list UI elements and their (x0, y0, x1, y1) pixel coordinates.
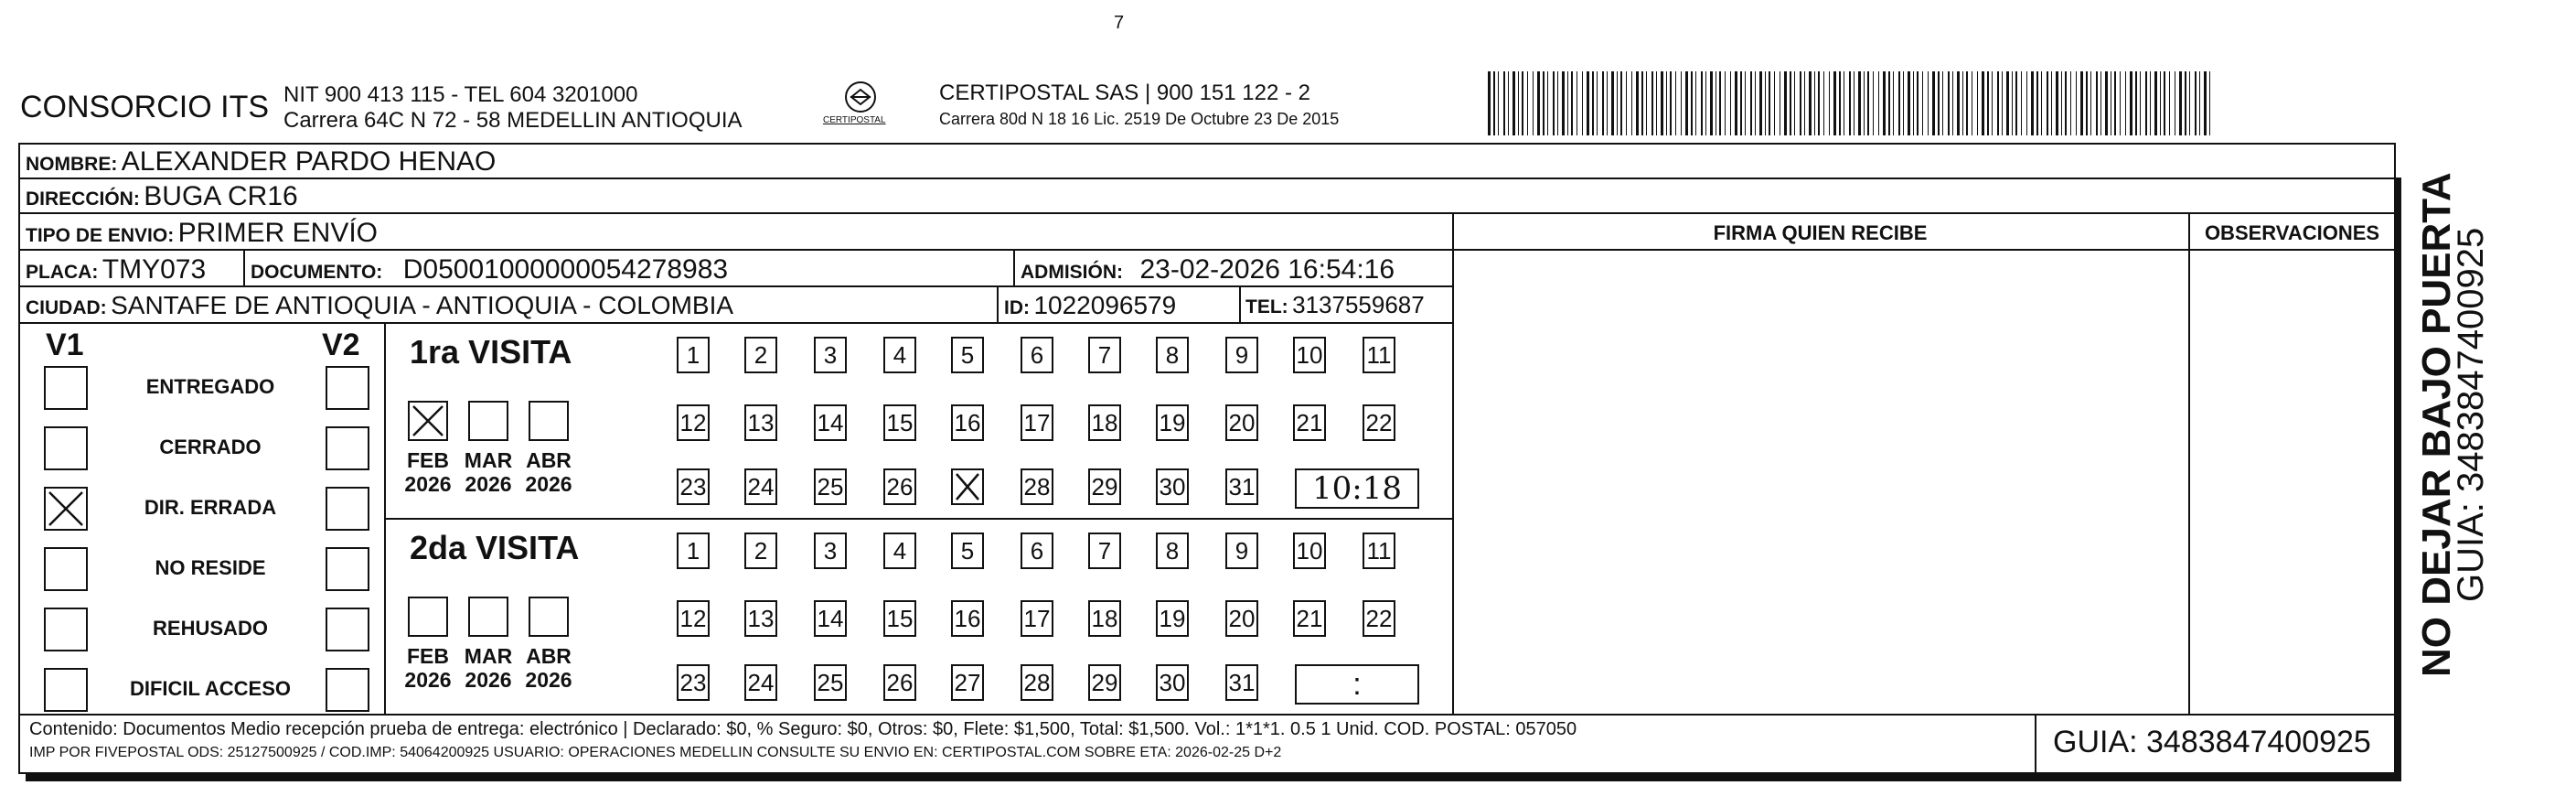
barcode-bar (1740, 71, 1742, 135)
day-checkbox[interactable]: 2 (744, 533, 777, 569)
tipo-label: TIPO DE ENVIO: (26, 225, 175, 246)
day-checkbox[interactable]: 11 (1363, 533, 1395, 569)
barcode-bar (2120, 71, 2121, 135)
visit-title: 2da VISITA (410, 529, 580, 566)
day-checkbox[interactable]: 5 (951, 533, 984, 569)
barcode-bar (1626, 71, 1627, 135)
barcode-bar (2100, 71, 2101, 135)
barcode-bar (1804, 71, 1805, 135)
status-option-label: NO RESIDE (155, 556, 266, 579)
barcode-bar (2114, 71, 2116, 135)
placa-value: TMY073 (102, 254, 207, 285)
barcode-bar (2015, 71, 2017, 135)
barcode-bar (1769, 71, 1770, 135)
barcode-bar (1794, 71, 1795, 135)
barcode-bar (1997, 71, 1999, 135)
barcode-bar (2006, 71, 2009, 135)
v2-checkbox[interactable] (326, 547, 369, 591)
day-checkbox[interactable]: 28 (1021, 664, 1053, 701)
barcode-bar (1641, 71, 1643, 135)
day-checkbox[interactable]: 7 (1088, 533, 1121, 569)
month-checkbox[interactable] (408, 597, 448, 637)
documento-value: D05001000000054278983 (402, 254, 729, 285)
status-option-label: REHUSADO (153, 617, 268, 640)
barcode-bar (1987, 71, 1989, 135)
day-checkbox[interactable]: 30 (1156, 468, 1189, 505)
barcode-bar (1562, 71, 1565, 135)
barcode-bar (2047, 71, 2048, 135)
day-checkbox[interactable]: 4 (883, 533, 916, 569)
month-label: FEB (407, 644, 449, 668)
day-checkbox[interactable]: 16 (951, 404, 984, 441)
barcode-bar (2199, 71, 2200, 135)
barcode-bar (1957, 71, 1960, 135)
month-label: FEB (407, 448, 449, 472)
barcode-bar (1725, 71, 1726, 135)
day-checkbox[interactable]: 8 (1156, 337, 1189, 373)
documento-label: DOCUMENTO: (251, 262, 383, 283)
day-checkbox[interactable]: 14 (814, 600, 847, 637)
barcode-bar (2080, 71, 2083, 135)
day-checkbox[interactable]: 12 (677, 600, 710, 637)
direccion-label: DIRECCIÓN: (26, 188, 140, 210)
barcode-bar (1928, 71, 1929, 135)
v2-checkbox[interactable] (326, 668, 369, 712)
v1-label: V1 (46, 328, 84, 362)
visit-time-field[interactable]: : (1295, 664, 1419, 705)
barcode-bar (1695, 71, 1696, 135)
barcode-bar (1864, 71, 1865, 135)
day-checkbox[interactable]: 31 (1225, 468, 1258, 505)
visit-time-field[interactable]: 10:18 (1295, 468, 1419, 509)
barcode-bar (1691, 71, 1693, 135)
barcode-bar (1784, 71, 1787, 135)
barcode-bar (1833, 71, 1836, 135)
firma-label: FIRMA QUIEN RECIBE (1713, 221, 1928, 244)
v1-checkbox[interactable] (44, 668, 88, 712)
admision-field (1021, 254, 1395, 285)
side-guia-text: GUIA: 3483847400925 (2451, 227, 2491, 602)
day-checkbox[interactable]: 13 (744, 600, 777, 637)
barcode-bar (2150, 71, 2151, 135)
day-checkbox[interactable]: 5 (951, 337, 984, 373)
barcode-bar (1938, 71, 1940, 135)
day-checkbox[interactable]: 22 (1363, 404, 1395, 441)
v2-label: V2 (322, 328, 360, 362)
barcode-bar (1765, 71, 1766, 135)
day-checkbox[interactable]: 13 (744, 404, 777, 441)
tipo-row (26, 218, 378, 249)
barcode-bar (2195, 71, 2197, 135)
direccion-value: BUGA CR16 (144, 181, 298, 211)
barcode-bar (1735, 71, 1737, 135)
v1-checkbox[interactable] (44, 426, 88, 470)
barcode-bar (1888, 71, 1890, 135)
barcode-bar (1493, 71, 1495, 135)
nombre-value: ALEXANDER PARDO HENAO (121, 146, 497, 177)
day-checkbox[interactable]: 22 (1363, 600, 1395, 637)
barcode-bar (2002, 71, 2003, 135)
barcode-bar (1942, 71, 1943, 135)
barcode-bar (2076, 71, 2077, 135)
year-label: 2026 (465, 472, 512, 496)
barcode-bar (2140, 71, 2141, 135)
barcode-bar (1818, 71, 1820, 135)
certipostal-logo-icon (810, 79, 911, 134)
x-mark-icon (410, 403, 446, 439)
barcode-bar (2145, 71, 2147, 135)
v1-checkbox[interactable] (44, 547, 88, 591)
no-dejar-text: NO DEJAR BAJO PUERTA (2414, 172, 2459, 677)
day-checkbox[interactable]: 20 (1225, 600, 1258, 637)
day-checkbox[interactable]: 29 (1088, 468, 1121, 505)
day-checkbox[interactable]: 9 (1225, 533, 1258, 569)
barcode-bar (1755, 71, 1756, 135)
barcode-bar (1701, 71, 1703, 135)
barcode-bar (1681, 71, 1682, 135)
month-checkbox[interactable] (408, 401, 448, 441)
v2-checkbox[interactable] (326, 426, 369, 470)
barcode-bar (1952, 71, 1953, 135)
day-checkbox[interactable]: 10 (1293, 337, 1326, 373)
v2-checkbox[interactable] (326, 366, 369, 410)
company-address: Carrera 64C N 72 - 58 MEDELLIN ANTIOQUIA (283, 108, 743, 133)
barcode-bar (2061, 71, 2062, 135)
bottom-border-bar (26, 774, 2401, 781)
barcode-bar (2189, 71, 2190, 135)
barcode-bar (2021, 71, 2022, 135)
barcode-bar (1962, 71, 1963, 135)
barcode-bar (1553, 71, 1555, 135)
barcode-bar (1705, 71, 1706, 135)
day-checkbox[interactable]: 23 (677, 664, 710, 701)
contenido-text: Contenido: Documentos Medio recepción prueba de entrega: electrónico | Declarado: $0, % Seguro: $0, Otros: $0, Flete: $1,500, Total: $1,500. Vol.: 1*1*1. 0.5 1 Unid. COD. POSTAL: 057050 (29, 719, 1577, 739)
barcode-bar (1522, 71, 1523, 135)
day-checkbox[interactable]: 15 (883, 600, 916, 637)
barcode-bar (1977, 71, 1978, 135)
barcode-bar (2070, 71, 2071, 135)
barcode-bar (1883, 71, 1886, 135)
day-checkbox[interactable]: 25 (814, 664, 847, 701)
certipostal-name: CERTIPOSTAL SAS | 900 151 122 - 2 (939, 81, 1310, 105)
barcode-bar (1809, 71, 1812, 135)
day-checkbox[interactable]: 7 (1088, 337, 1121, 373)
direccion-row (26, 181, 298, 212)
status-option-label: ENTREGADO (145, 375, 275, 398)
documento-field (251, 254, 728, 285)
admision-value: 23-02-2026 16:54:16 (1139, 254, 1395, 285)
day-checkbox[interactable]: 10 (1293, 533, 1326, 569)
month-label: MAR (464, 644, 513, 668)
tel-label: TEL: (1245, 296, 1288, 317)
barcode-bar (2065, 71, 2067, 135)
day-checkbox[interactable]: 19 (1156, 404, 1189, 441)
barcode-bar (2125, 71, 2126, 135)
barcode-bar (1948, 71, 1950, 135)
barcode-bar (1745, 71, 1746, 135)
barcode-bar (1730, 71, 1731, 135)
month-checkbox[interactable] (529, 597, 569, 637)
barcode-bar (1966, 71, 1968, 135)
nombre-label: NOMBRE: (26, 154, 118, 175)
day-checkbox[interactable]: 3 (814, 533, 847, 569)
barcode-bar (1710, 71, 1713, 135)
imp-text: IMP POR FIVEPOSTAL ODS: 25127500925 / COD.IMP: 54064200925 USUARIO: OPERACIONES MEDELLIN CONSULTE SU ENVIO EN: CERTIPOSTAL.COM SOBRE ETA: 2026-02-25 D+2 (29, 745, 1282, 760)
barcode-bar (1759, 71, 1762, 135)
tel-value: 3137559687 (1292, 291, 1425, 318)
day-checkbox[interactable]: 29 (1088, 664, 1121, 701)
v1-checkbox[interactable] (44, 366, 88, 410)
barcode-bar (2031, 71, 2034, 135)
day-checkbox[interactable]: 4 (883, 337, 916, 373)
month-checkbox[interactable] (468, 597, 508, 637)
logo-caption: CERTIPOSTAL (823, 115, 886, 125)
day-checkbox[interactable]: 17 (1021, 600, 1053, 637)
barcode-bar (1533, 71, 1534, 135)
barcode-bar (1611, 71, 1614, 135)
barcode-bar (2130, 71, 2132, 135)
barcode-bar (1750, 71, 1752, 135)
tel-field (1245, 291, 1425, 319)
barcode-bar (1512, 71, 1515, 135)
day-checkbox[interactable]: 18 (1088, 600, 1121, 637)
status-option-label: CERRADO (159, 436, 262, 458)
barcode-bar (1932, 71, 1935, 135)
month-label: ABR (526, 448, 572, 472)
certipostal-license: Carrera 80d N 18 16 Lic. 2519 De Octubre 23 De 2015 (939, 110, 1340, 128)
barcode-bar (1587, 71, 1589, 135)
day-checkbox[interactable]: 24 (744, 468, 777, 505)
id-label: ID: (1004, 297, 1030, 318)
barcode-bar (1571, 71, 1573, 135)
footer-guia: GUIA: 3483847400925 (2053, 725, 2371, 759)
barcode-bar (1582, 71, 1583, 135)
month-checkbox[interactable] (529, 401, 569, 441)
barcode-bar (2086, 71, 2088, 135)
month-label: MAR (464, 448, 513, 472)
barcode-bar (1666, 71, 1667, 135)
barcode-bar (1602, 71, 1604, 135)
barcode-bar (1992, 71, 1993, 135)
status-option-label: DIFICIL ACCESO (129, 677, 291, 700)
month-label: ABR (526, 644, 572, 668)
day-checkbox[interactable]: 3 (814, 337, 847, 373)
company-name: CONSORCIO ITS (20, 90, 270, 124)
year-label: 2026 (404, 472, 452, 496)
barcode-bar (1518, 71, 1519, 135)
day-checkbox[interactable]: 28 (1021, 468, 1053, 505)
id-value: 1022096579 (1033, 291, 1177, 319)
barcode-bar (1547, 71, 1548, 135)
id-field (1004, 291, 1176, 320)
day-checkbox[interactable]: 15 (883, 404, 916, 441)
day-checkbox[interactable]: 8 (1156, 533, 1189, 569)
barcode-bar (1854, 71, 1855, 135)
day-checkbox[interactable]: 25 (814, 468, 847, 505)
barcode-bar (1617, 71, 1618, 135)
barcode-bar (1903, 71, 1904, 135)
barcode-bar (1592, 71, 1594, 135)
barcode-bar (1631, 71, 1632, 135)
observaciones-label: OBSERVACIONES (2204, 221, 2380, 244)
barcode-bar (2160, 71, 2161, 135)
day-checkbox[interactable]: 26 (883, 664, 916, 701)
day-checkbox[interactable]: 11 (1363, 337, 1395, 373)
barcode-bar (1636, 71, 1639, 135)
barcode-bar (1503, 71, 1505, 135)
day-checkbox[interactable]: 2 (744, 337, 777, 373)
barcode-bar (1908, 71, 1910, 135)
day-checkbox[interactable]: 24 (744, 664, 777, 701)
year-label: 2026 (525, 668, 572, 692)
nombre-row (26, 146, 496, 178)
day-checkbox[interactable]: 9 (1225, 337, 1258, 373)
barcode-bar (1867, 71, 1869, 135)
barcode (1488, 71, 2219, 135)
barcode-bar (1543, 71, 1545, 135)
day-checkbox[interactable]: 21 (1293, 404, 1326, 441)
barcode-bar (1982, 71, 1984, 135)
top-mark: 7 (1114, 13, 1125, 33)
visit-title: 1ra VISITA (410, 333, 572, 371)
barcode-graphic (1488, 71, 2219, 135)
barcode-bar (2012, 71, 2013, 135)
barcode-bar (1567, 71, 1568, 135)
day-checkbox[interactable]: 26 (883, 468, 916, 505)
barcode-bar (1508, 71, 1509, 135)
x-mark-icon (46, 489, 86, 529)
barcode-bar (2135, 71, 2137, 135)
month-checkbox[interactable] (468, 401, 508, 441)
barcode-bar (1800, 71, 1801, 135)
day-checkbox[interactable]: 23 (677, 468, 710, 505)
year-label: 2026 (525, 472, 572, 496)
barcode-bar (2036, 71, 2038, 135)
barcode-bar (1790, 71, 1791, 135)
day-checkbox[interactable] (951, 468, 984, 505)
barcode-bar (1898, 71, 1900, 135)
barcode-bar (2154, 71, 2157, 135)
barcode-bar (2185, 71, 2186, 135)
day-checkbox[interactable]: 12 (677, 404, 710, 441)
barcode-bar (2105, 71, 2108, 135)
barcode-bar (1858, 71, 1861, 135)
placa-label: PLACA: (26, 262, 99, 283)
x-mark-icon (953, 470, 982, 503)
barcode-bar (1774, 71, 1775, 135)
day-checkbox[interactable]: 1 (677, 533, 710, 569)
barcode-bar (1685, 71, 1688, 135)
certipostal-logo (810, 79, 911, 134)
day-checkbox[interactable]: 6 (1021, 337, 1053, 373)
day-checkbox[interactable]: 18 (1088, 404, 1121, 441)
barcode-bar (1814, 71, 1815, 135)
nit-line: NIT 900 413 115 - TEL 604 3201000 (283, 82, 638, 107)
barcode-bar (1646, 71, 1647, 135)
barcode-bar (1878, 71, 1879, 135)
barcode-bar (1849, 71, 1851, 135)
year-label: 2026 (465, 668, 512, 692)
tipo-value: PRIMER ENVÍO (177, 218, 379, 248)
day-checkbox[interactable]: 16 (951, 600, 984, 637)
ciudad-value: SANTAFE DE ANTIOQUIA - ANTIOQUIA - COLOMBIA (111, 291, 734, 319)
barcode-bar (1597, 71, 1598, 135)
barcode-bar (1917, 71, 1919, 135)
v2-checkbox[interactable] (326, 487, 369, 531)
placa-field (26, 254, 206, 285)
day-checkbox[interactable]: 19 (1156, 600, 1189, 637)
day-checkbox[interactable]: 17 (1021, 404, 1053, 441)
day-checkbox[interactable]: 14 (814, 404, 847, 441)
barcode-bar (2164, 71, 2165, 135)
barcode-bar (2096, 71, 2098, 135)
barcode-bar (1922, 71, 1923, 135)
barcode-bar (2056, 71, 2058, 135)
barcode-bar (1537, 71, 1540, 135)
day-checkbox[interactable]: 30 (1156, 664, 1189, 701)
ciudad-label: CIUDAD: (26, 297, 107, 318)
barcode-bar (1656, 71, 1657, 135)
barcode-bar (2179, 71, 2182, 135)
barcode-bar (1498, 71, 1499, 135)
barcode-bar (1557, 71, 1558, 135)
barcode-bar (2026, 71, 2027, 135)
barcode-bar (2041, 71, 2042, 135)
barcode-bar (1488, 71, 1491, 135)
day-checkbox[interactable]: 27 (951, 664, 984, 701)
barcode-bar (1651, 71, 1653, 135)
day-checkbox[interactable]: 31 (1225, 664, 1258, 701)
day-checkbox[interactable]: 1 (677, 337, 710, 373)
year-label: 2026 (404, 668, 452, 692)
barcode-bar (2209, 71, 2210, 135)
barcode-bar (1719, 71, 1721, 135)
barcode-bar (2051, 71, 2052, 135)
v2-checkbox[interactable] (326, 608, 369, 651)
day-checkbox[interactable]: 21 (1293, 600, 1326, 637)
barcode-bar (1829, 71, 1830, 135)
ciudad-field (26, 291, 733, 320)
barcode-bar (1527, 71, 1528, 135)
day-checkbox[interactable]: 20 (1225, 404, 1258, 441)
barcode-bar (1913, 71, 1914, 135)
barcode-bar (2090, 71, 2091, 135)
barcode-bar (1607, 71, 1608, 135)
v1-checkbox[interactable] (44, 608, 88, 651)
status-option-label: DIR. ERRADA (144, 496, 277, 519)
barcode-bar (1893, 71, 1894, 135)
right-border-bar (2396, 178, 2401, 781)
v1-checkbox[interactable] (44, 487, 88, 531)
barcode-bar (1670, 71, 1672, 135)
barcode-bar (1873, 71, 1874, 135)
admision-label: ADMISIÓN: (1021, 262, 1123, 283)
barcode-bar (1675, 71, 1676, 135)
barcode-bar (1661, 71, 1663, 135)
barcode-bar (2169, 71, 2170, 135)
barcode-bar (1823, 71, 1824, 135)
day-checkbox[interactable]: 6 (1021, 533, 1053, 569)
barcode-bar (2204, 71, 2207, 135)
barcode-bar (1839, 71, 1841, 135)
barcode-bar (1620, 71, 1622, 135)
